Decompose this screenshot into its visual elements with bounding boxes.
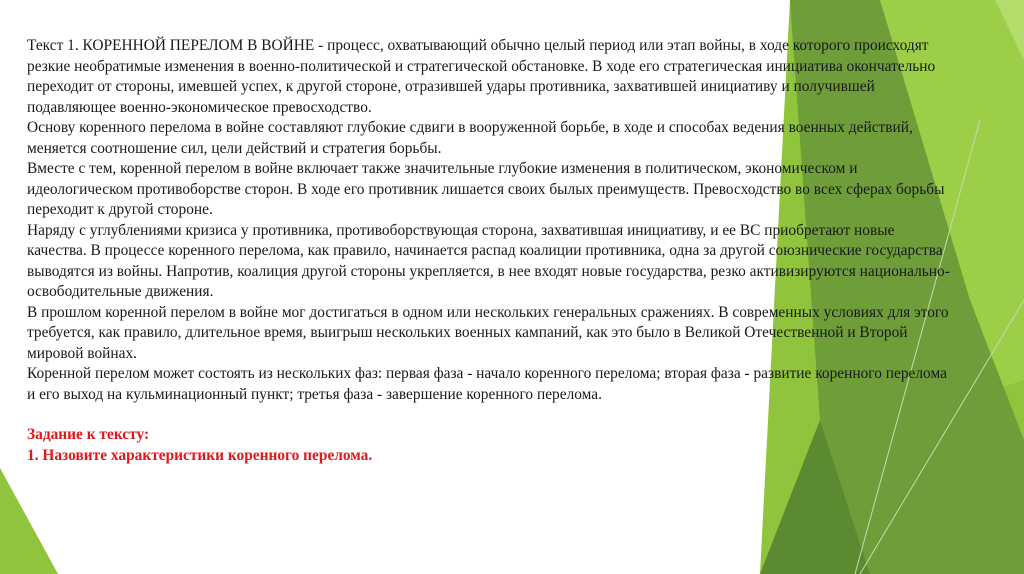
paragraph-political: Вместе с тем, коренной перелом в войне включает также значительные глубокие изменения в политическом, экономическом и идеологическом противоборстве сторон. В ходе его противник лишается своих былых преимуществ. Превосходство во всех сферах борьбы переходит к другой стороне. [27,160,945,218]
slide-text-body [27,36,957,466]
paragraph-basis: Основу коренного перелома в войне составляют глубокие сдвиги в вооруженной борьбе, в ходе и способах ведения военных действий, меняется соотношение сил, цели действий и стратегия борьбы. [27,119,913,157]
left-green-wedge [0,468,58,574]
paragraph-history: В прошлом коренной перелом в войне мог достигаться в одном или нескольких генеральных сражениях. В современных условиях для этого требуется, как правило, длительное время, выигрыш нескольких военных кампаний, как это было в Великой Отечественной и Второй мировой войнах. [27,303,949,362]
task-item: 1. Назовите характеристики коренного перелома. [27,446,373,464]
task-heading: Задание к тексту: [27,426,150,443]
paragraph-crisis: Наряду с углублениями кризиса у противника, противоборствующая сторона, захватившая инициативу, и ее ВС приобретают новые качества. В процессе коренного перелома, как правило, начинается распад коалиции противника, одна за другой союзнические государства выводятся из войны. Напротив, коалиция другой стороны укрепляется, в нее входят новые государства, резко активизируются национально-освободительные движения. [27,221,950,300]
paragraph-phases: Коренной перелом может состоять из нескольких фаз: первая фаза - начало коренного перелома; вторая фаза - развитие коренного перелома и его выход на кульминационный пункт; третья фаза - завершение коренного перелома. [27,365,947,403]
paragraph-definition: Текст 1. КОРЕННОЙ ПЕРЕЛОМ В ВОЙНЕ - процесс, охватывающий обычно целый период или этап войны, в ходе которого происходят резкие необратимые изменения в военно-политической и стратегической обстановке. В ходе его стратегическая инициатива окончательно переходит от стороны, имевшей успех, к другой стороне, отразившей удары противника, захватившей инициативу и получившей подавляющее военно-экономическое превосходство. [27,37,936,116]
